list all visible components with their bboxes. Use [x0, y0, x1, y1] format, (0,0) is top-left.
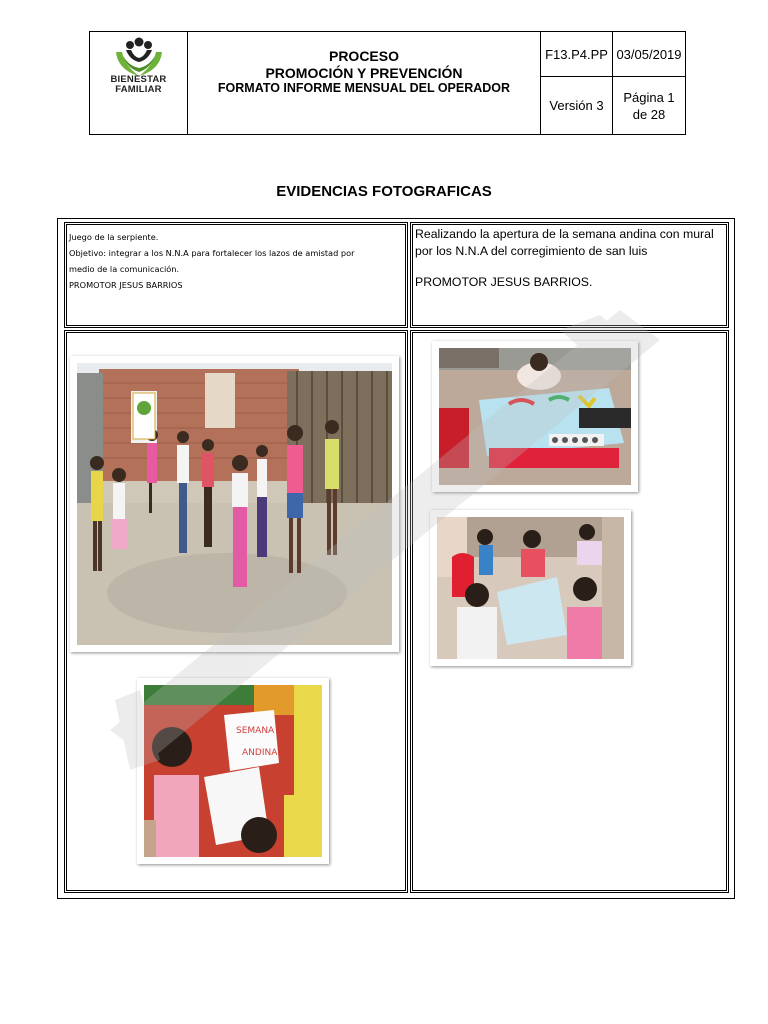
left-caption	[69, 229, 403, 293]
caption-title: Juego de la serpiente.	[69, 232, 159, 242]
svg-text:SEMANA: SEMANA	[236, 726, 275, 736]
logo-cell	[90, 32, 188, 134]
page-number	[613, 77, 685, 134]
mural-painting-photo	[432, 341, 638, 492]
title-cell	[188, 32, 541, 134]
caption-objective: Objetivo: integrar a los N.N.A para fortalecer los lazos de amistad por	[69, 248, 355, 258]
children-table-drawing-photo	[430, 510, 631, 666]
logo-line-1: BIENESTAR	[110, 74, 167, 85]
caption-promoter: PROMOTOR JESUS BARRIOS	[69, 280, 183, 290]
svg-text:ANDINA: ANDINA	[242, 748, 278, 758]
process-name: PROMOCIÓN Y PREVENCIÓN	[265, 65, 463, 81]
section-title: EVIDENCIAS FOTOGRAFICAS	[276, 183, 492, 200]
process-title: PROCESO	[328, 48, 399, 64]
document-version: Versión 3	[541, 77, 613, 134]
caption-objective-cont: medio de la comunicación.	[69, 264, 180, 274]
format-name: FORMATO INFORME MENSUAL DEL OPERADOR	[217, 81, 511, 95]
document-header	[89, 31, 686, 135]
right-caption-promoter: PROMOTOR JESUS BARRIOS.	[415, 275, 593, 289]
logo-text	[90, 75, 187, 95]
children-writing-photo	[137, 678, 329, 864]
page-number-line-2: de 28	[632, 106, 666, 122]
document-code: F13.P4.PP	[541, 32, 613, 77]
document-date: 03/05/2019	[613, 32, 685, 77]
right-caption	[415, 226, 723, 291]
children-circle-game-photo	[70, 356, 399, 652]
right-caption-text: Realizando la apertura de la semana andina con mural por los N.N.A del corregimiento de san luis	[415, 227, 714, 258]
logo-line-2: FAMILIAR	[115, 84, 162, 95]
page-number-line-1: Página 1	[623, 89, 675, 105]
